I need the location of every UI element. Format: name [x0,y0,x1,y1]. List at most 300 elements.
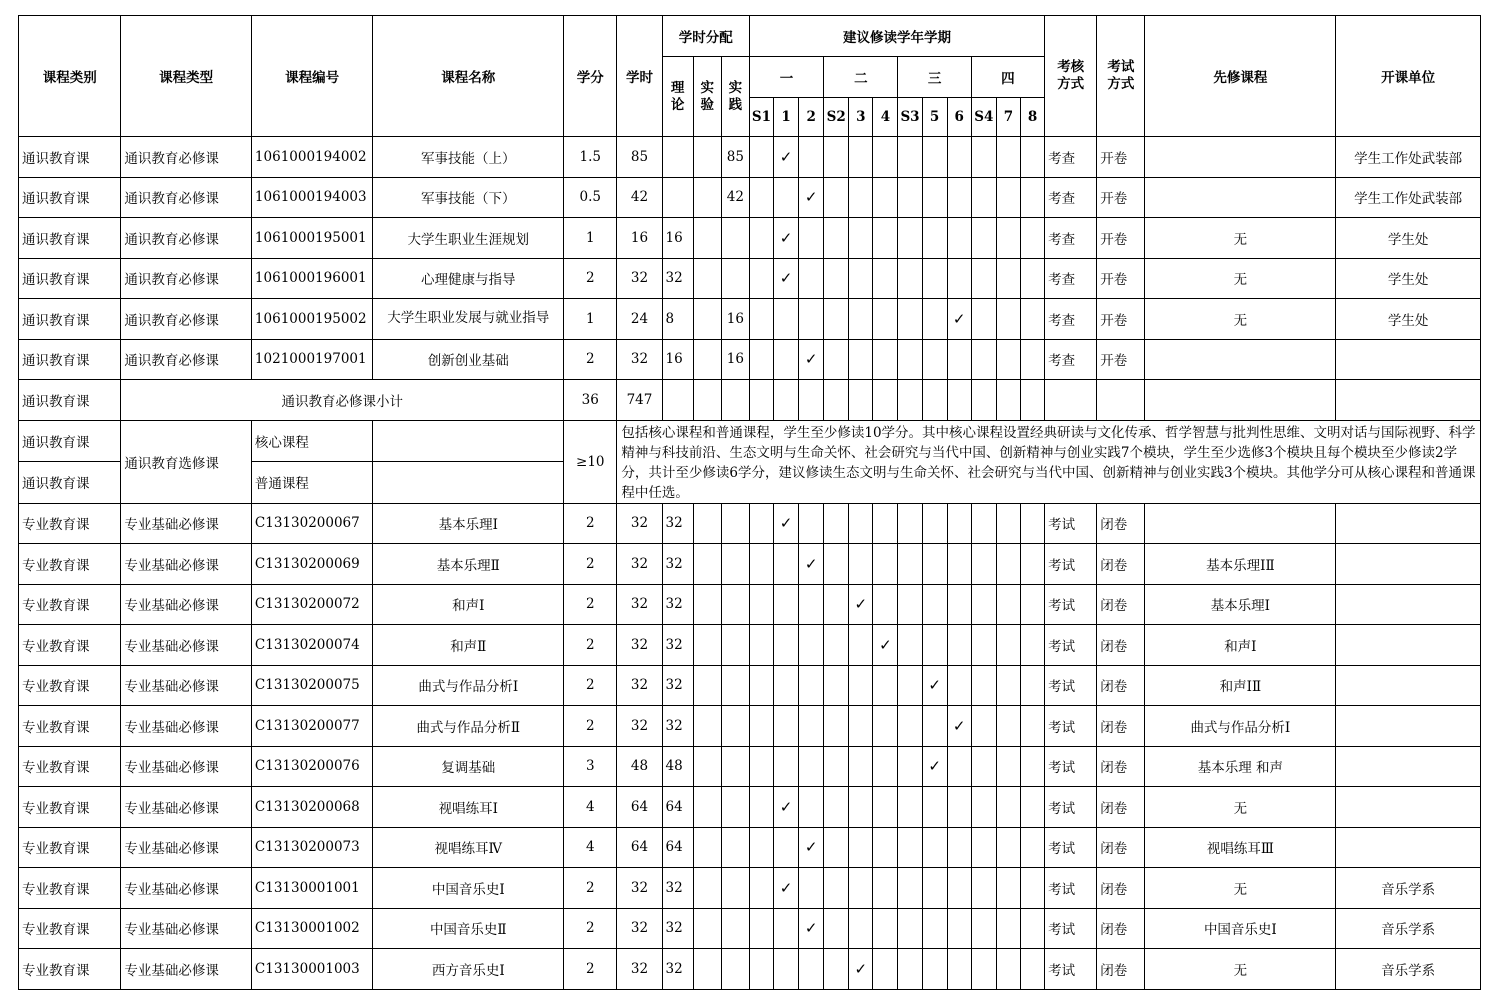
cell-term [898,827,922,868]
cell-type: 专业基础必修课 [121,868,252,909]
cell-name: 和声Ⅱ [373,625,564,666]
cell-term [971,827,996,868]
cell-term [922,258,947,299]
cell-term [849,827,873,868]
cell-credit: 4 [564,827,617,868]
cell-term [799,584,824,625]
cell-dept [1336,665,1481,706]
term-header: S1 [749,98,773,137]
cell-theory: 64 [662,787,693,828]
year-4: 四 [971,57,1044,98]
cell-theory: 32 [662,584,693,625]
cell-term [849,503,873,544]
cell-term [1020,665,1044,706]
cell-term [824,584,849,625]
cell-type: 通识教育必修课 [121,137,252,178]
year-3: 三 [898,57,971,98]
table-row [19,827,1481,868]
cell-name [373,420,564,462]
cell-category: 专业教育课 [19,746,121,787]
cell-term [922,137,947,178]
cell-practice: 42 [721,177,749,218]
table-row [19,908,1481,949]
cell-prereq [1145,339,1336,380]
cell-term [873,177,898,218]
cell-exam-mode: 闭卷 [1097,706,1145,747]
cell-term [849,868,873,909]
cell-assessment: 考试 [1045,949,1097,990]
cell-term [971,949,996,990]
table-row [19,137,1481,178]
cell-term [774,544,799,585]
cell-name: 西方音乐史Ⅰ [373,949,564,990]
cell-term [873,949,898,990]
cell-hours: 32 [617,868,662,909]
cell-term [996,218,1020,259]
cell-dept [1336,706,1481,747]
cell-category: 专业教育课 [19,949,121,990]
cell-exam-mode: 闭卷 [1097,868,1145,909]
cell-term [971,503,996,544]
cell-experiment [693,544,721,585]
cell-credit: 2 [564,868,617,909]
cell-empty [922,380,947,421]
col-credit: 学分 [564,16,617,137]
cell-name: 基本乐理Ⅱ [373,544,564,585]
cell-term [947,868,971,909]
cell-credit: ≥10 [564,420,617,503]
cell-category: 专业教育课 [19,827,121,868]
cell-name: 视唱练耳Ⅰ [373,787,564,828]
cell-term [873,787,898,828]
cell-term [799,868,824,909]
cell-term [749,339,773,380]
cell-term [898,584,922,625]
cell-term [749,746,773,787]
cell-empty [971,380,996,421]
cell-term [996,706,1020,747]
cell-experiment [693,503,721,544]
cell-term [996,137,1020,178]
cell-dept [1336,787,1481,828]
cell-practice [721,625,749,666]
cell-term [774,625,799,666]
cell-prereq [1145,503,1336,544]
cell-hours: 32 [617,625,662,666]
cell-term [849,299,873,340]
cell-experiment [693,137,721,178]
cell-term [971,544,996,585]
check-mark: ✓ [873,625,898,666]
cell-name: 军事技能（上） [373,137,564,178]
cell-exam-mode: 闭卷 [1097,827,1145,868]
cell-theory: 8 [662,299,693,340]
cell-term [873,339,898,380]
table-row [19,503,1481,544]
cell-term [922,544,947,585]
cell-experiment [693,218,721,259]
cell-type: 专业基础必修课 [121,827,252,868]
col-type: 课程类型 [121,16,252,137]
cell-term [971,868,996,909]
cell-term [824,706,849,747]
cell-name: 大学生职业发展与就业指导 [373,299,564,340]
cell-term [996,544,1020,585]
cell-experiment [693,908,721,949]
cell-theory: 32 [662,503,693,544]
cell-hours: 32 [617,584,662,625]
table-row [19,218,1481,259]
cell-dept [1336,544,1481,585]
cell-credit: 4 [564,787,617,828]
check-mark: ✓ [799,908,824,949]
cell-code: C13130200072 [251,584,372,625]
cell-empty [849,380,873,421]
cell-term [1020,299,1044,340]
col-theory: 理论 [662,57,693,137]
cell-name: 大学生职业生涯规划 [373,218,564,259]
cell-code: 1061000195002 [251,299,372,340]
cell-term [749,544,773,585]
cell-term [799,787,824,828]
cell-hours: 32 [617,949,662,990]
cell-type: 通识教育必修课 [121,299,252,340]
cell-term [749,625,773,666]
cell-experiment [693,299,721,340]
cell-theory: 16 [662,218,693,259]
cell-term [898,544,922,585]
table-row [19,787,1481,828]
cell-prereq: 无 [1145,868,1336,909]
cell-category: 通识教育课 [19,137,121,178]
cell-term [873,299,898,340]
cell-empty [898,380,922,421]
cell-term [849,137,873,178]
cell-experiment [693,746,721,787]
cell-term [799,218,824,259]
cell-term [849,258,873,299]
cell-practice [721,665,749,706]
cell-term [898,706,922,747]
check-mark: ✓ [922,665,947,706]
cell-hours: 85 [617,137,662,178]
cell-term [922,503,947,544]
table-row [19,584,1481,625]
cell-term [849,544,873,585]
cell-code: 1021000197001 [251,339,372,380]
cell-term [996,665,1020,706]
cell-prereq: 视唱练耳Ⅲ [1145,827,1336,868]
cell-name [373,462,564,504]
cell-term [996,787,1020,828]
cell-dept: 音乐学系 [1336,908,1481,949]
cell-term [749,258,773,299]
cell-term [947,625,971,666]
cell-term [749,706,773,747]
cell-term [849,177,873,218]
cell-code: 普通课程 [251,462,372,504]
cell-term [947,746,971,787]
cell-term [996,625,1020,666]
cell-term [971,299,996,340]
cell-term [824,258,849,299]
cell-hours: 32 [617,706,662,747]
cell-exam-mode: 闭卷 [1097,787,1145,828]
cell-term [849,339,873,380]
cell-empty [662,380,693,421]
term-header: S3 [898,98,922,137]
cell-exam-mode: 闭卷 [1097,665,1145,706]
cell-credit: 1 [564,218,617,259]
cell-term [849,746,873,787]
cell-exam-mode: 闭卷 [1097,625,1145,666]
cell-dept: 学生处 [1336,258,1481,299]
cell-term [996,868,1020,909]
cell-theory: 32 [662,949,693,990]
cell-credit: 2 [564,665,617,706]
cell-term [971,218,996,259]
cell-exam-mode: 闭卷 [1097,544,1145,585]
term-header: 4 [873,98,898,137]
cell-term [898,503,922,544]
cell-credit: 1 [564,299,617,340]
cell-term [774,827,799,868]
cell-term [799,299,824,340]
cell-code: C13130200068 [251,787,372,828]
cell-term [971,584,996,625]
cell-term [947,949,971,990]
cell-term [1020,177,1044,218]
cell-term [898,868,922,909]
cell-exam-mode: 闭卷 [1097,584,1145,625]
cell-term [849,625,873,666]
curriculum-table [18,15,1481,990]
cell-term [947,258,971,299]
cell-term [971,787,996,828]
cell-hours: 24 [617,299,662,340]
term-header: 1 [774,98,799,137]
cell-credit: 1.5 [564,137,617,178]
cell-term [947,827,971,868]
cell-term [799,949,824,990]
cell-type: 专业基础必修课 [121,544,252,585]
check-mark: ✓ [774,787,799,828]
table-row [19,746,1481,787]
cell-theory: 32 [662,665,693,706]
cell-term [774,908,799,949]
cell-credit: 2 [564,706,617,747]
cell-term [799,625,824,666]
cell-assessment: 考试 [1045,827,1097,868]
cell-term [996,503,1020,544]
cell-experiment [693,868,721,909]
cell-term [971,625,996,666]
cell-exam-mode: 开卷 [1097,218,1145,259]
col-schedule: 建议修读学年学期 [749,16,1044,57]
cell-code: C13130200076 [251,746,372,787]
cell-term [922,177,947,218]
cell-category: 通识教育课 [19,420,121,462]
cell-practice [721,544,749,585]
cell-category: 专业教育课 [19,544,121,585]
cell-term [824,746,849,787]
cell-exam-mode: 开卷 [1097,258,1145,299]
table-row [19,706,1481,747]
cell-category: 专业教育课 [19,908,121,949]
term-header: 6 [947,98,971,137]
cell-term [873,503,898,544]
cell-type: 专业基础必修课 [121,787,252,828]
cell-type: 专业基础必修课 [121,503,252,544]
cell-name: 中国音乐史Ⅰ [373,868,564,909]
cell-experiment [693,787,721,828]
cell-term [774,706,799,747]
cell-term [898,258,922,299]
cell-exam-mode: 开卷 [1097,177,1145,218]
cell-name: 中国音乐史Ⅱ [373,908,564,949]
cell-term [922,787,947,828]
cell-term [996,584,1020,625]
cell-term [873,827,898,868]
cell-code: C13130200077 [251,706,372,747]
check-mark: ✓ [774,258,799,299]
cell-dept: 学生处 [1336,218,1481,259]
cell-term [898,908,922,949]
cell-credit: 2 [564,949,617,990]
cell-exam-mode: 开卷 [1097,137,1145,178]
cell-category: 专业教育课 [19,787,121,828]
cell-term [898,339,922,380]
cell-theory: 16 [662,339,693,380]
cell-prereq [1145,137,1336,178]
cell-term [799,706,824,747]
cell-empty [799,380,824,421]
cell-assessment: 考试 [1045,665,1097,706]
cell-dept [1336,746,1481,787]
cell-term [824,544,849,585]
cell-type: 专业基础必修课 [121,908,252,949]
cell-empty [693,380,721,421]
table-row [19,665,1481,706]
cell-assessment: 考试 [1045,625,1097,666]
cell-hours: 48 [617,746,662,787]
table-header [19,16,1481,137]
cell-theory [662,137,693,178]
cell-category: 通识教育课 [19,299,121,340]
cell-term [824,177,849,218]
check-mark: ✓ [774,137,799,178]
cell-dept: 学生工作处武装部 [1336,177,1481,218]
cell-name: 视唱练耳Ⅳ [373,827,564,868]
cell-code: C13130200067 [251,503,372,544]
cell-dept [1336,625,1481,666]
cell-code: C13130001001 [251,868,372,909]
cell-term [971,908,996,949]
cell-term [898,665,922,706]
cell-dept: 学生工作处武装部 [1336,137,1481,178]
cell-term [922,625,947,666]
cell-type: 通识教育选修课 [121,420,252,503]
cell-term [749,137,773,178]
cell-hours: 32 [617,665,662,706]
cell-type: 专业基础必修课 [121,706,252,747]
cell-assessment: 考试 [1045,584,1097,625]
cell-prereq: 基本乐理 和声 [1145,746,1336,787]
cell-term [824,949,849,990]
cell-exam-mode: 闭卷 [1097,746,1145,787]
cell-term [922,299,947,340]
cell-term [922,868,947,909]
cell-hours: 64 [617,787,662,828]
cell-assessment: 考试 [1045,503,1097,544]
cell-dept [1336,503,1481,544]
cell-prereq: 和声ⅠⅡ [1145,665,1336,706]
cell-credit: 0.5 [564,177,617,218]
cell-term [824,787,849,828]
cell-term [824,908,849,949]
cell-credit: 2 [564,625,617,666]
cell-term [849,908,873,949]
cell-hours: 32 [617,258,662,299]
cell-category: 通识教育课 [19,177,121,218]
table-row [19,544,1481,585]
cell-category: 通识教育课 [19,380,121,421]
cell-term [849,218,873,259]
cell-term [824,503,849,544]
cell-term [971,339,996,380]
cell-term [922,949,947,990]
cell-theory: 32 [662,544,693,585]
cell-code: 1061000194002 [251,137,372,178]
cell-term [947,665,971,706]
cell-experiment [693,258,721,299]
cell-term [749,218,773,259]
cell-term [922,339,947,380]
cell-dept [1336,584,1481,625]
cell-assessment: 考试 [1045,787,1097,828]
cell-term [749,908,773,949]
cell-term [1020,625,1044,666]
cell-term [971,137,996,178]
cell-category: 专业教育课 [19,625,121,666]
cell-practice: 16 [721,339,749,380]
cell-practice [721,503,749,544]
cell-term [824,299,849,340]
cell-category: 通识教育课 [19,218,121,259]
cell-term [873,908,898,949]
cell-name: 曲式与作品分析Ⅰ [373,665,564,706]
cell-term [947,908,971,949]
cell-empty [1045,380,1097,421]
subtotal-row [19,380,1481,421]
cell-hours: 42 [617,177,662,218]
cell-hours: 747 [617,380,662,421]
cell-experiment [693,584,721,625]
cell-assessment: 考试 [1045,706,1097,747]
cell-credit: 3 [564,746,617,787]
cell-term [824,665,849,706]
cell-term [873,584,898,625]
cell-empty [1145,380,1336,421]
cell-term [947,177,971,218]
cell-term [996,177,1020,218]
term-header: 8 [1020,98,1044,137]
cell-term [898,177,922,218]
cell-dept: 音乐学系 [1336,949,1481,990]
cell-term [824,218,849,259]
cell-term [749,665,773,706]
table-row [19,868,1481,909]
